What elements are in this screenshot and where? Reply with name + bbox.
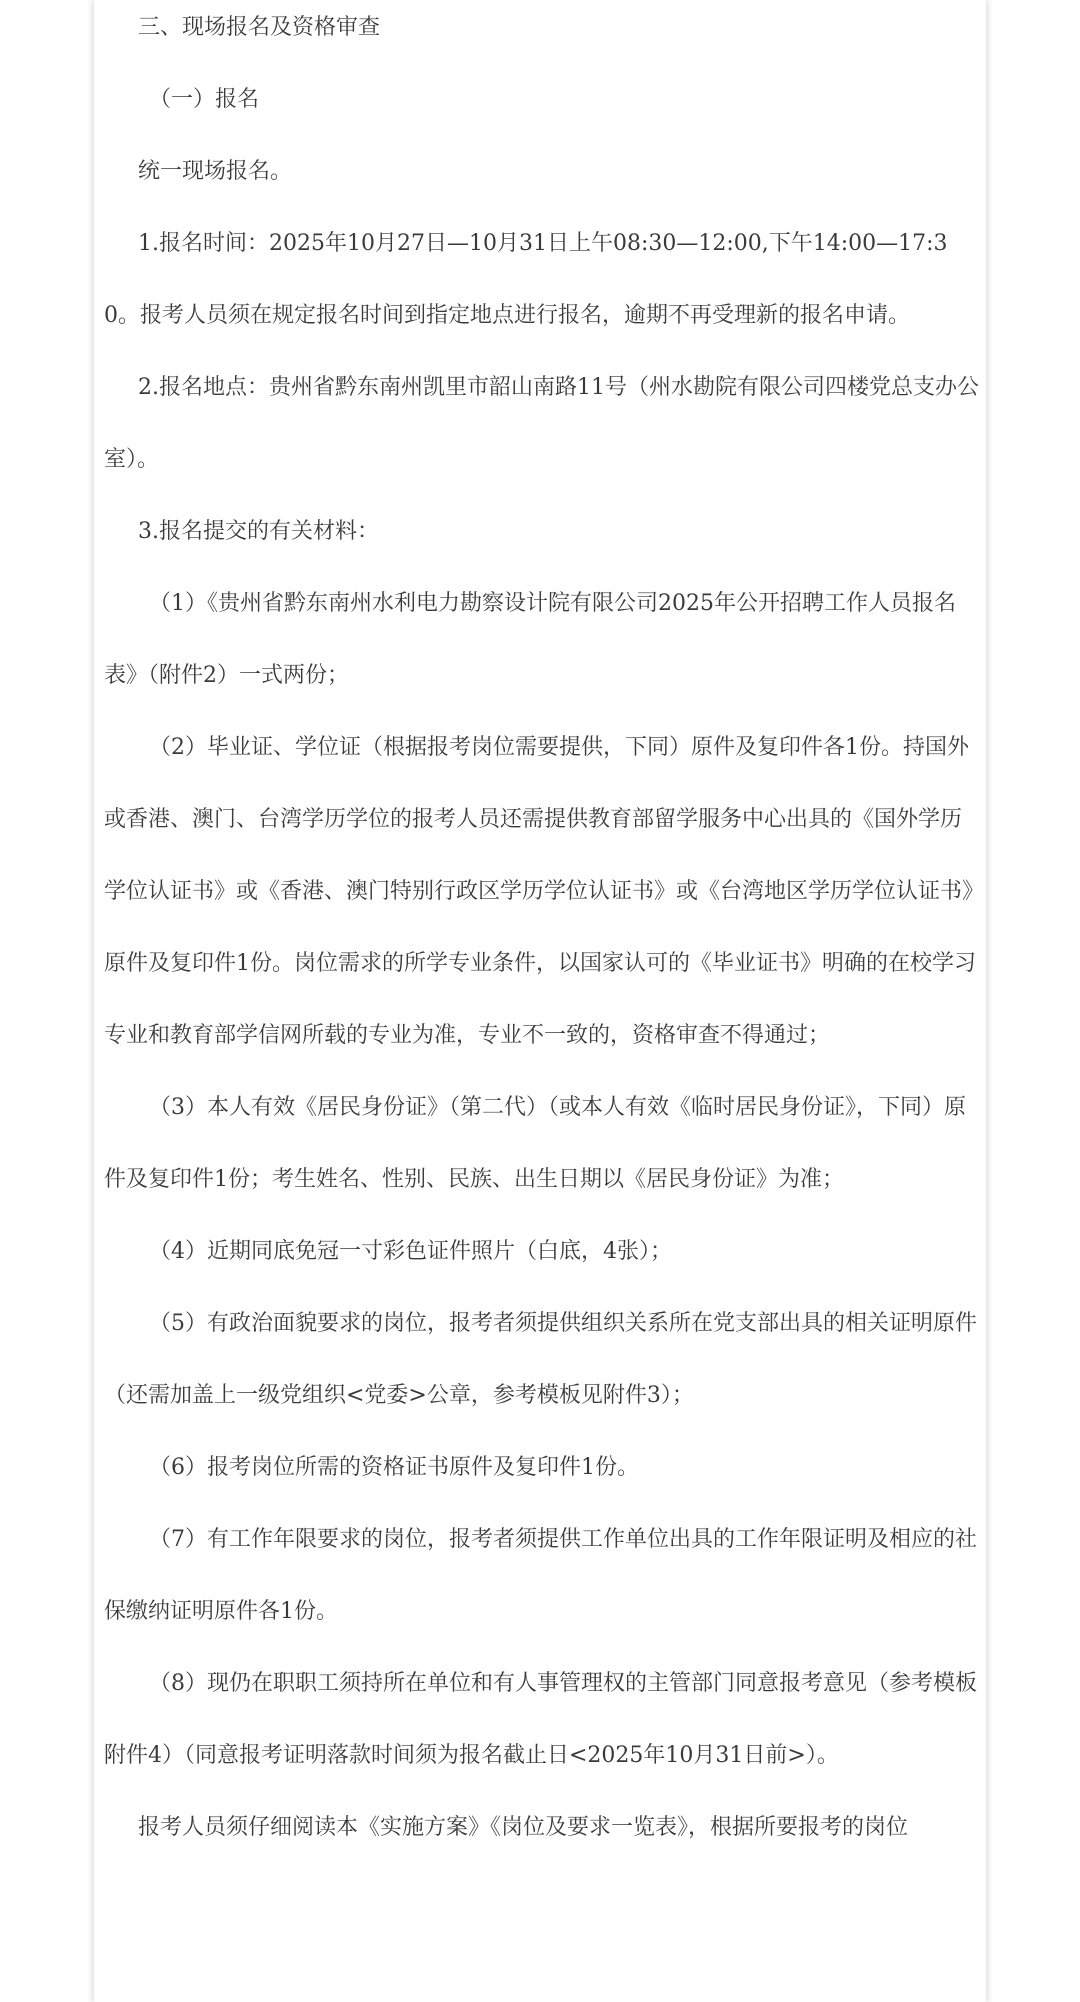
- list-item: （2）毕业证、学位证（根据报考岗位需要提供，下同）原件及复印件各1份。持国外或香港、澳门、台湾学历学位的报考人员还需提供教育部留学服务中心出具的《国外学历学位认证书》或《香港、澳门特别行政区学历学位认证书》或《台湾地区学历学位认证书》原件及复印件1份。岗位需求的所学专业条件，以国家认可的《毕业证书》明确的在校学习专业和教育部学信网所载的专业为准，专业不一致的，资格审查不得通过；: [104, 735, 976, 1048]
- paragraph: 1.报名时间：2025年10月27日—10月31日上午08:30—12:00,下午14:00—17:30。报考人员须在规定报名时间到指定地点进行报名，逾期不再受理新的报名申请。: [104, 231, 948, 328]
- paragraph: 2.报名地点：贵州省黔东南州凯里市韶山南路11号（州水勘院有限公司四楼党总支办公室）。: [104, 375, 979, 472]
- list-item: （6）报考岗位所需的资格证书原件及复印件1份。: [149, 1455, 639, 1480]
- list-item: （4）近期同底免冠一寸彩色证件照片（白底，4张）；: [149, 1239, 672, 1264]
- list-item: （7）有工作年限要求的岗位，报考者须提供工作单位出具的工作年限证明及相应的社保缴纳证明原件各1份。: [104, 1527, 977, 1624]
- list-item: （1）《贵州省黔东南州水利电力勘察设计院有限公司2025年公开招聘工作人员报名表》（附件2）一式两份；: [104, 591, 956, 688]
- article-body: [104, 0, 980, 1864]
- paragraph: 3.报名提交的有关材料：: [138, 519, 379, 544]
- section-heading: 三、现场报名及资格审查: [138, 15, 381, 40]
- list-item: （8）现仍在职职工须持所在单位和有人事管理权的主管部门同意报考意见（参考模板附件4）（同意报考证明落款时间须为报名截止日<2025年10月31日前>）。: [104, 1671, 977, 1768]
- list-item: （3）本人有效《居民身份证》（第二代）（或本人有效《临时居民身份证》，下同）原件及复印件1份；考生姓名、性别、民族、出生日期以《居民身份证》为准；: [104, 1095, 966, 1192]
- subsection-heading: （一）报名: [149, 87, 260, 112]
- paragraph: 报考人员须仔细阅读本《实施方案》《岗位及要求一览表》，根据所要报考的岗位: [138, 1815, 909, 1840]
- paragraph: 统一现场报名。: [138, 159, 293, 184]
- list-item: （5）有政治面貌要求的岗位，报考者须提供组织关系所在党支部出具的相关证明原件（还需加盖上一级党组织<党委>公章，参考模板见附件3）；: [104, 1311, 977, 1408]
